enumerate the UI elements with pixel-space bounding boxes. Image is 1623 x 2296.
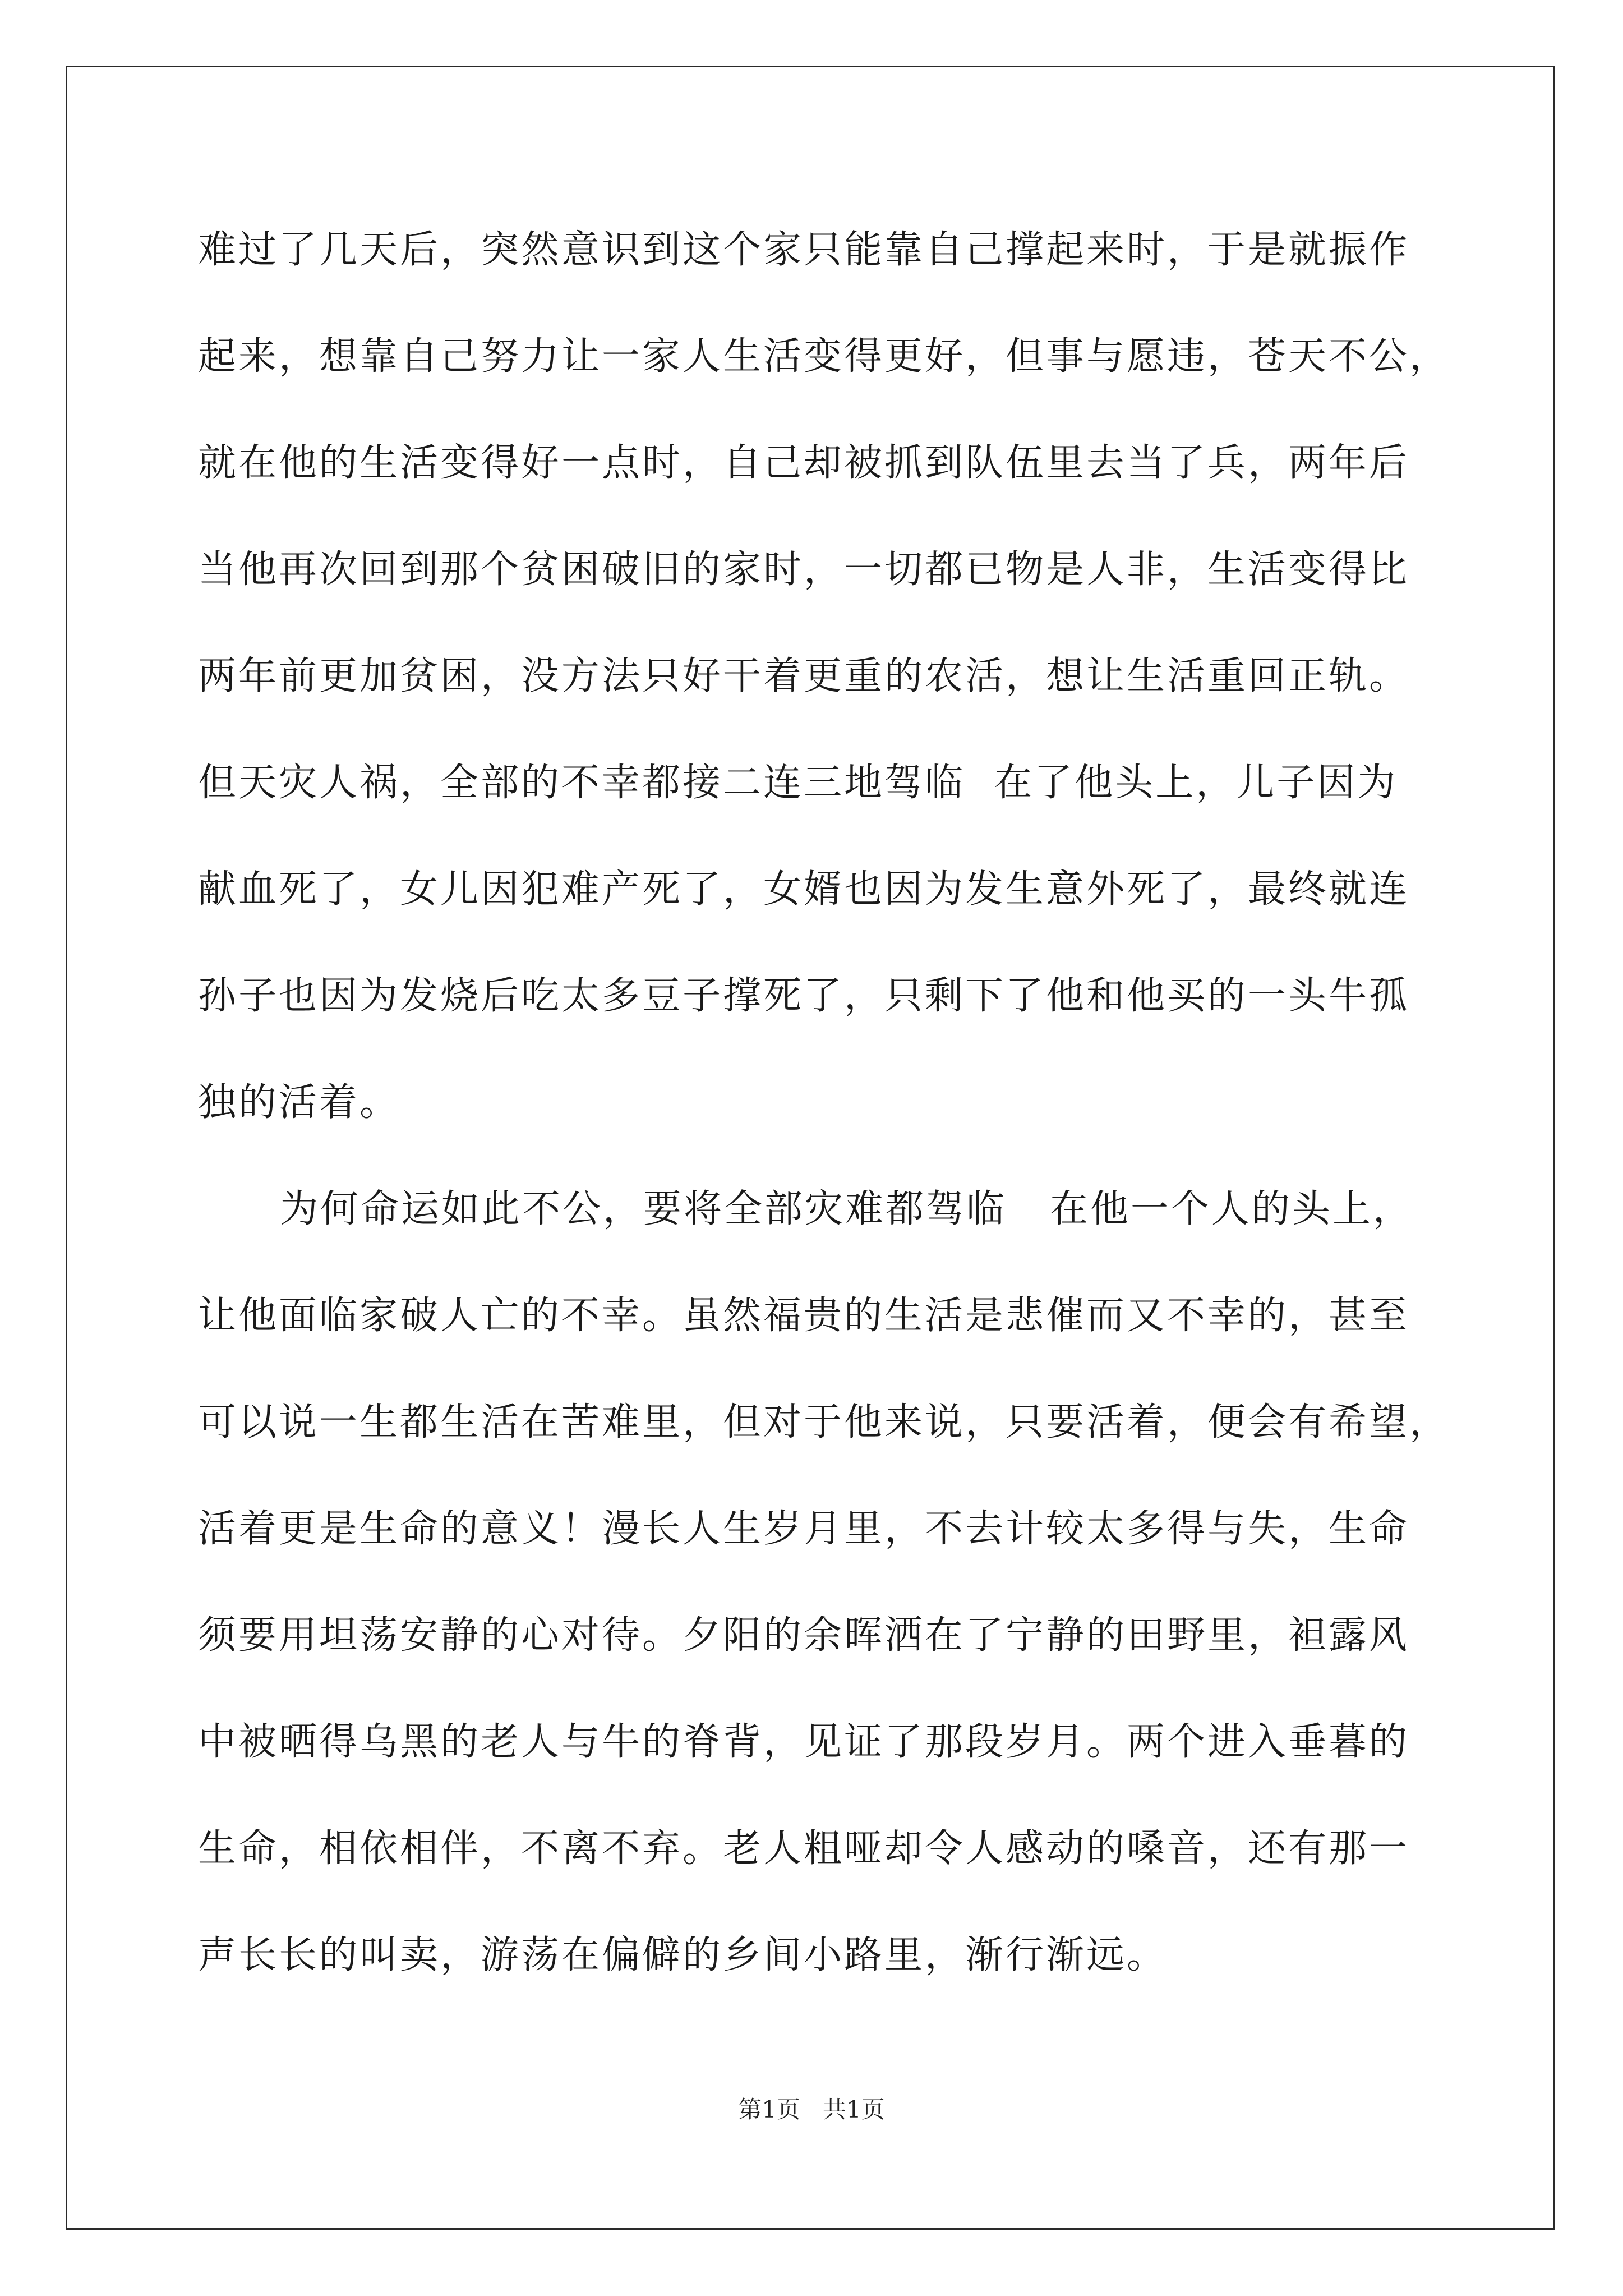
- text-line: 孙子也因为发烧后吃太多豆子撑死了，只剩下了他和他买的一头牛孤: [198, 974, 1410, 1018]
- text-line: 可以说一生都生活在苦难里，但对于他来说，只要活着，便会有希望，: [198, 1400, 1450, 1444]
- text-line: 当他再次回到那个贫困破旧的家时，一切都已物是人非，生活变得比: [198, 547, 1410, 592]
- page-number-footer: 第1页 共1页: [738, 2096, 885, 2123]
- paragraph-1: [198, 220, 1465, 1179]
- text-line: 活着更是生命的意义！漫长人生岁月里，不去计较太多得与失，生命: [198, 1507, 1410, 1551]
- text-line: 为何命运如此不公，要将全部灾难都驾临 在他一个人的头上，: [280, 1187, 1413, 1231]
- document-body: [198, 220, 1465, 2032]
- text-line: 让他面临家破人亡的不幸。虽然福贵的生活是悲催而又不幸的，甚至: [198, 1294, 1410, 1338]
- text-line: 就在他的生活变得好一点时，自己却被抓到队伍里去当了兵，两年后: [198, 441, 1410, 485]
- text-line: 起来，想靠自己努力让一家人生活变得更好，但事与愿违，苍天不公，: [198, 334, 1450, 379]
- text-line: 但天灾人祸，全部的不幸都接二连三地驾临 在了他头上，儿子因为: [198, 761, 1398, 805]
- text-line: 声长长的叫卖，游荡在偏僻的乡间小路里，渐行渐远。: [198, 1933, 1168, 1977]
- text-line: 中被晒得乌黑的老人与牛的脊背，见证了那段岁月。两个进入垂暮的: [198, 1720, 1410, 1764]
- text-line: 须要用坦荡安静的心对待。夕阳的余晖洒在了宁静的田野里，袒露风: [198, 1613, 1410, 1658]
- text-line: 生命，相依相伴，不离不弃。老人粗哑却令人感动的嗓音，还有那一: [198, 1826, 1410, 1871]
- text-line: 独的活着。: [198, 1080, 400, 1125]
- text-line: 两年前更加贫困，没方法只好干着更重的农活，想让生活重回正轨。: [198, 654, 1410, 698]
- paragraph-2: [198, 1179, 1465, 2032]
- text-line: 献血死了，女儿因犯难产死了，女婿也因为发生意外死了，最终就连: [198, 867, 1410, 912]
- text-line: 难过了几天后，突然意识到这个家只能靠自己撑起来时，于是就振作: [198, 228, 1410, 272]
